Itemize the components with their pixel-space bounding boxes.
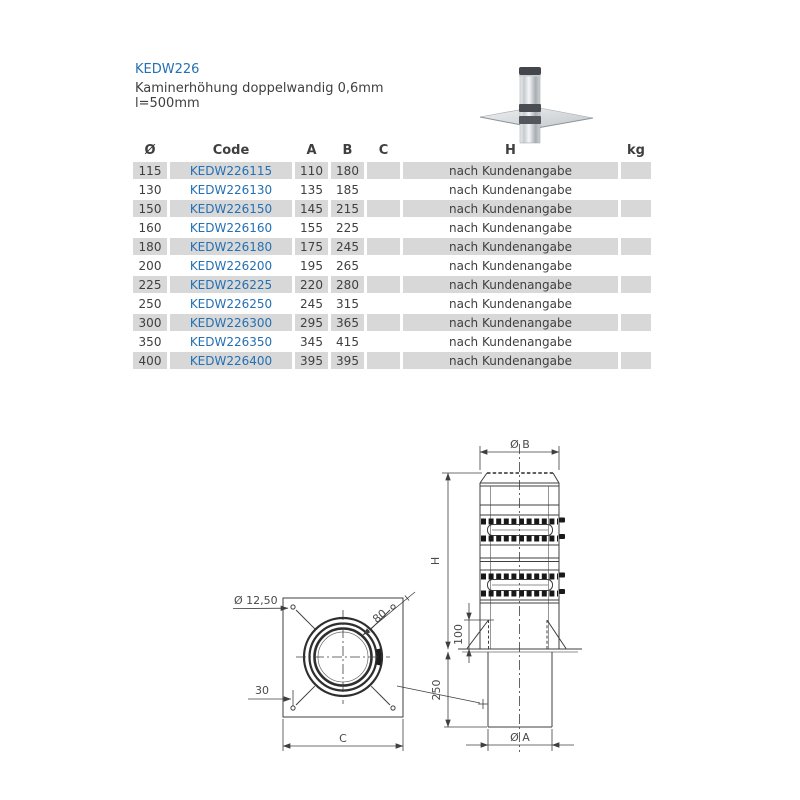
cell-c bbox=[367, 295, 400, 312]
corner-hole bbox=[291, 605, 295, 609]
cell-code bbox=[170, 257, 292, 274]
product-length: l=500mm bbox=[135, 96, 200, 111]
cell-d: 400 bbox=[133, 352, 167, 369]
cell-b: 280 bbox=[331, 276, 364, 293]
col-header-code: Code bbox=[212, 143, 250, 158]
table-row bbox=[133, 314, 651, 331]
cell-kg bbox=[621, 352, 651, 369]
product-header bbox=[135, 62, 384, 111]
weld-seam-mark bbox=[378, 649, 379, 665]
cell-b: 265 bbox=[331, 257, 364, 274]
cell-h: nach Kundenangabe bbox=[403, 238, 618, 255]
table-row bbox=[133, 295, 651, 312]
cell-h: nach Kundenangabe bbox=[403, 200, 618, 217]
cell-h: nach Kundenangabe bbox=[403, 181, 618, 198]
product-code-link[interactable]: KEDW226300 bbox=[189, 315, 273, 330]
cell-kg bbox=[621, 314, 651, 331]
cell-c bbox=[367, 200, 400, 217]
cell-code bbox=[170, 200, 292, 217]
cell-code bbox=[170, 219, 292, 236]
table-row bbox=[133, 219, 651, 236]
dim-label-hole-offset: 30 bbox=[255, 684, 269, 697]
table-row bbox=[133, 333, 651, 350]
cell-d: 115 bbox=[133, 162, 167, 179]
cell-a: 395 bbox=[295, 352, 328, 369]
dim-label-inner-diameter: Ø A bbox=[510, 731, 530, 744]
cell-a: 295 bbox=[295, 314, 328, 331]
cell-c bbox=[367, 162, 400, 179]
cell-d: 200 bbox=[133, 257, 167, 274]
dim-label-hole-diameter: Ø 12,50 bbox=[234, 594, 278, 607]
cell-d: 150 bbox=[133, 200, 167, 217]
cell-a: 135 bbox=[295, 181, 328, 198]
spec-table bbox=[130, 139, 654, 371]
cell-kg bbox=[621, 333, 651, 350]
table-row bbox=[133, 238, 651, 255]
clamp-band-lower bbox=[519, 116, 541, 124]
cell-b: 365 bbox=[331, 314, 364, 331]
col-header-c: C bbox=[378, 143, 389, 158]
cell-d: 130 bbox=[133, 181, 167, 198]
cell-kg bbox=[621, 276, 651, 293]
cell-h: nach Kundenangabe bbox=[403, 219, 618, 236]
product-title: Kaminerhöhung doppelwandig 0,6mm bbox=[135, 81, 384, 96]
chimney-tube bbox=[519, 67, 541, 143]
dim-label-height: H bbox=[429, 556, 442, 566]
cell-h: nach Kundenangabe bbox=[403, 276, 618, 293]
cell-h: nach Kundenangabe bbox=[403, 295, 618, 312]
dim-label-collar-height: 100 bbox=[452, 624, 465, 645]
cell-code bbox=[170, 295, 292, 312]
col-header-b: B bbox=[342, 143, 353, 158]
cell-b: 395 bbox=[331, 352, 364, 369]
product-code-link[interactable]: KEDW226200 bbox=[189, 258, 273, 273]
cell-a: 245 bbox=[295, 295, 328, 312]
product-code-link[interactable]: KEDW226150 bbox=[189, 201, 273, 216]
table-row bbox=[133, 257, 651, 274]
col-header-kg: kg bbox=[627, 143, 645, 158]
clamp-bolt bbox=[559, 518, 565, 523]
cell-h: nach Kundenangabe bbox=[403, 162, 618, 179]
cell-kg bbox=[621, 162, 651, 179]
cell-code bbox=[170, 352, 292, 369]
cell-d: 160 bbox=[133, 219, 167, 236]
clamp-bolt bbox=[559, 589, 565, 594]
cell-a: 145 bbox=[295, 200, 328, 217]
cell-kg bbox=[621, 181, 651, 198]
clamp-band-upper bbox=[519, 104, 541, 112]
cell-h: nach Kundenangabe bbox=[403, 352, 618, 369]
cell-code bbox=[170, 333, 292, 350]
cell-c bbox=[367, 314, 400, 331]
cell-b: 225 bbox=[331, 219, 364, 236]
cell-b: 315 bbox=[331, 295, 364, 312]
cell-c bbox=[367, 219, 400, 236]
dim-label-diagonal: 80 bbox=[370, 606, 390, 626]
cell-d: 350 bbox=[133, 333, 167, 350]
cell-kg bbox=[621, 238, 651, 255]
clamp-bolt bbox=[559, 573, 565, 578]
cell-h: nach Kundenangabe bbox=[403, 257, 618, 274]
cell-b: 245 bbox=[331, 238, 364, 255]
cell-c bbox=[367, 257, 400, 274]
cell-code bbox=[170, 181, 292, 198]
table-row bbox=[133, 162, 651, 179]
cell-code bbox=[170, 162, 292, 179]
col-header-diameter: Ø bbox=[144, 143, 156, 158]
cell-kg bbox=[621, 295, 651, 312]
inner-tube-thin-circle bbox=[318, 632, 368, 682]
product-code-link[interactable]: KEDW226180 bbox=[189, 239, 273, 254]
side-view-drawing bbox=[429, 438, 582, 752]
cell-d: 250 bbox=[133, 295, 167, 312]
col-header-a: A bbox=[306, 143, 317, 158]
product-code-title[interactable]: KEDW226 bbox=[135, 62, 200, 77]
table-row bbox=[133, 200, 651, 217]
cell-h: nach Kundenangabe bbox=[403, 333, 618, 350]
col-header-h: H bbox=[505, 143, 516, 158]
product-code-link[interactable]: KEDW226160 bbox=[189, 220, 273, 235]
cell-b: 215 bbox=[331, 200, 364, 217]
cell-d: 300 bbox=[133, 314, 167, 331]
dim-label-outer-diameter: Ø B bbox=[510, 438, 530, 451]
cell-d: 180 bbox=[133, 238, 167, 255]
cell-c bbox=[367, 352, 400, 369]
cell-kg bbox=[621, 219, 651, 236]
dim-label-plate-width: C bbox=[339, 732, 347, 745]
cell-c bbox=[367, 333, 400, 350]
cell-a: 220 bbox=[295, 276, 328, 293]
product-code-link[interactable]: KEDW226250 bbox=[189, 296, 273, 311]
cell-b: 185 bbox=[331, 181, 364, 198]
cell-c bbox=[367, 181, 400, 198]
product-code-link[interactable]: KEDW226115 bbox=[189, 163, 273, 178]
table-header-row bbox=[133, 141, 651, 160]
cell-c bbox=[367, 238, 400, 255]
cell-b: 180 bbox=[331, 162, 364, 179]
cell-kg bbox=[621, 257, 651, 274]
cell-code bbox=[170, 314, 292, 331]
cell-kg bbox=[621, 200, 651, 217]
cell-a: 175 bbox=[295, 238, 328, 255]
spec-table-body bbox=[133, 162, 651, 369]
clamp-bolt bbox=[559, 534, 565, 539]
dim-label-lower-length: 250 bbox=[430, 679, 443, 701]
tube-cap bbox=[519, 67, 541, 75]
cell-a: 155 bbox=[295, 219, 328, 236]
cell-d: 225 bbox=[133, 276, 167, 293]
cell-a: 110 bbox=[295, 162, 328, 179]
corner-hole bbox=[391, 706, 395, 710]
table-row bbox=[133, 276, 651, 293]
cell-code bbox=[170, 238, 292, 255]
cell-code bbox=[170, 276, 292, 293]
cell-h: nach Kundenangabe bbox=[403, 314, 618, 331]
table-row bbox=[133, 181, 651, 198]
cell-b: 415 bbox=[331, 333, 364, 350]
product-photo bbox=[460, 45, 610, 153]
cell-a: 345 bbox=[295, 333, 328, 350]
table-row bbox=[133, 352, 651, 369]
product-code-link[interactable]: KEDW226350 bbox=[189, 334, 273, 349]
cell-c bbox=[367, 276, 400, 293]
product-code-link[interactable]: KEDW226225 bbox=[189, 277, 273, 292]
product-code-link[interactable]: KEDW226400 bbox=[189, 353, 273, 368]
corner-hole bbox=[291, 706, 295, 710]
product-code-link[interactable]: KEDW226130 bbox=[189, 182, 273, 197]
technical-drawing bbox=[210, 420, 630, 795]
cell-a: 195 bbox=[295, 257, 328, 274]
